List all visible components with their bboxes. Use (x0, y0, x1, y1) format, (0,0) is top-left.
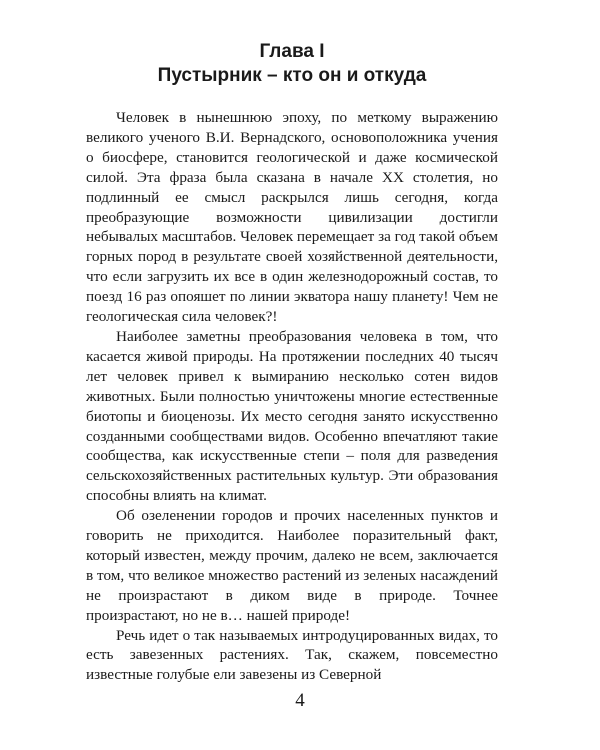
chapter-number: Глава I (259, 41, 325, 62)
paragraph: Наиболее заметны преобразования человека в том, что касается живой природы. На протяжении последних 40 тысяч лет человек привел к вымиранию несколько сотен видов животных. Были полностью уничтожены многие естественные биотопы и биоценозы. Их место сегодня занято искусственно созданными сообществами видов. Особенно впечатляют такие сообщества, как искусственные степи – поля для разведения сельскохозяйственных растительных культур. Эти образования способны влиять на климат. (86, 327, 498, 505)
paragraph: Человек в нынешнюю эпоху, по меткому выражению великого ученого В.И. Вернадского, основоположника учения о биосфере, становится геологической и даже космической силой. Эта фраза была сказана в начале XX столетия, но подлинный ее смысл раскрылся лишь сегодня, когда преобразующие возможности цивилизации достигли небывалых масштабов. Человек перемещает за год такой объем горных пород в результате своей хозяйственной деятельности, что если загрузить их все в один железнодорожный состав, то поезд 16 раз опояшет по линии экватора нашу планету! Чем не геологическая сила человек?! (86, 109, 499, 326)
chapter-heading (86, 40, 498, 88)
paragraph: Речь идет о так называемых интродуцированных видах, то есть завезенных растениях. Так, скажем, повсеместно известные голубые ели завезены из Северной (86, 626, 498, 684)
page-number: 4 (295, 690, 305, 711)
paragraph: Об озеленении городов и прочих населенных пунктов и говорить не приходится. Наиболее поразительный факт, который известен, между прочим, далеко не всем, заключается в том, что великое множество растений из зеленых насаждений не произрастают в диком виде в природе. Точнее произрастают, но не в… нашей природе! (86, 507, 498, 624)
page-content (86, 40, 498, 685)
chapter-title: Пустырник – кто он и откуда (157, 65, 427, 86)
body-text (86, 108, 498, 685)
